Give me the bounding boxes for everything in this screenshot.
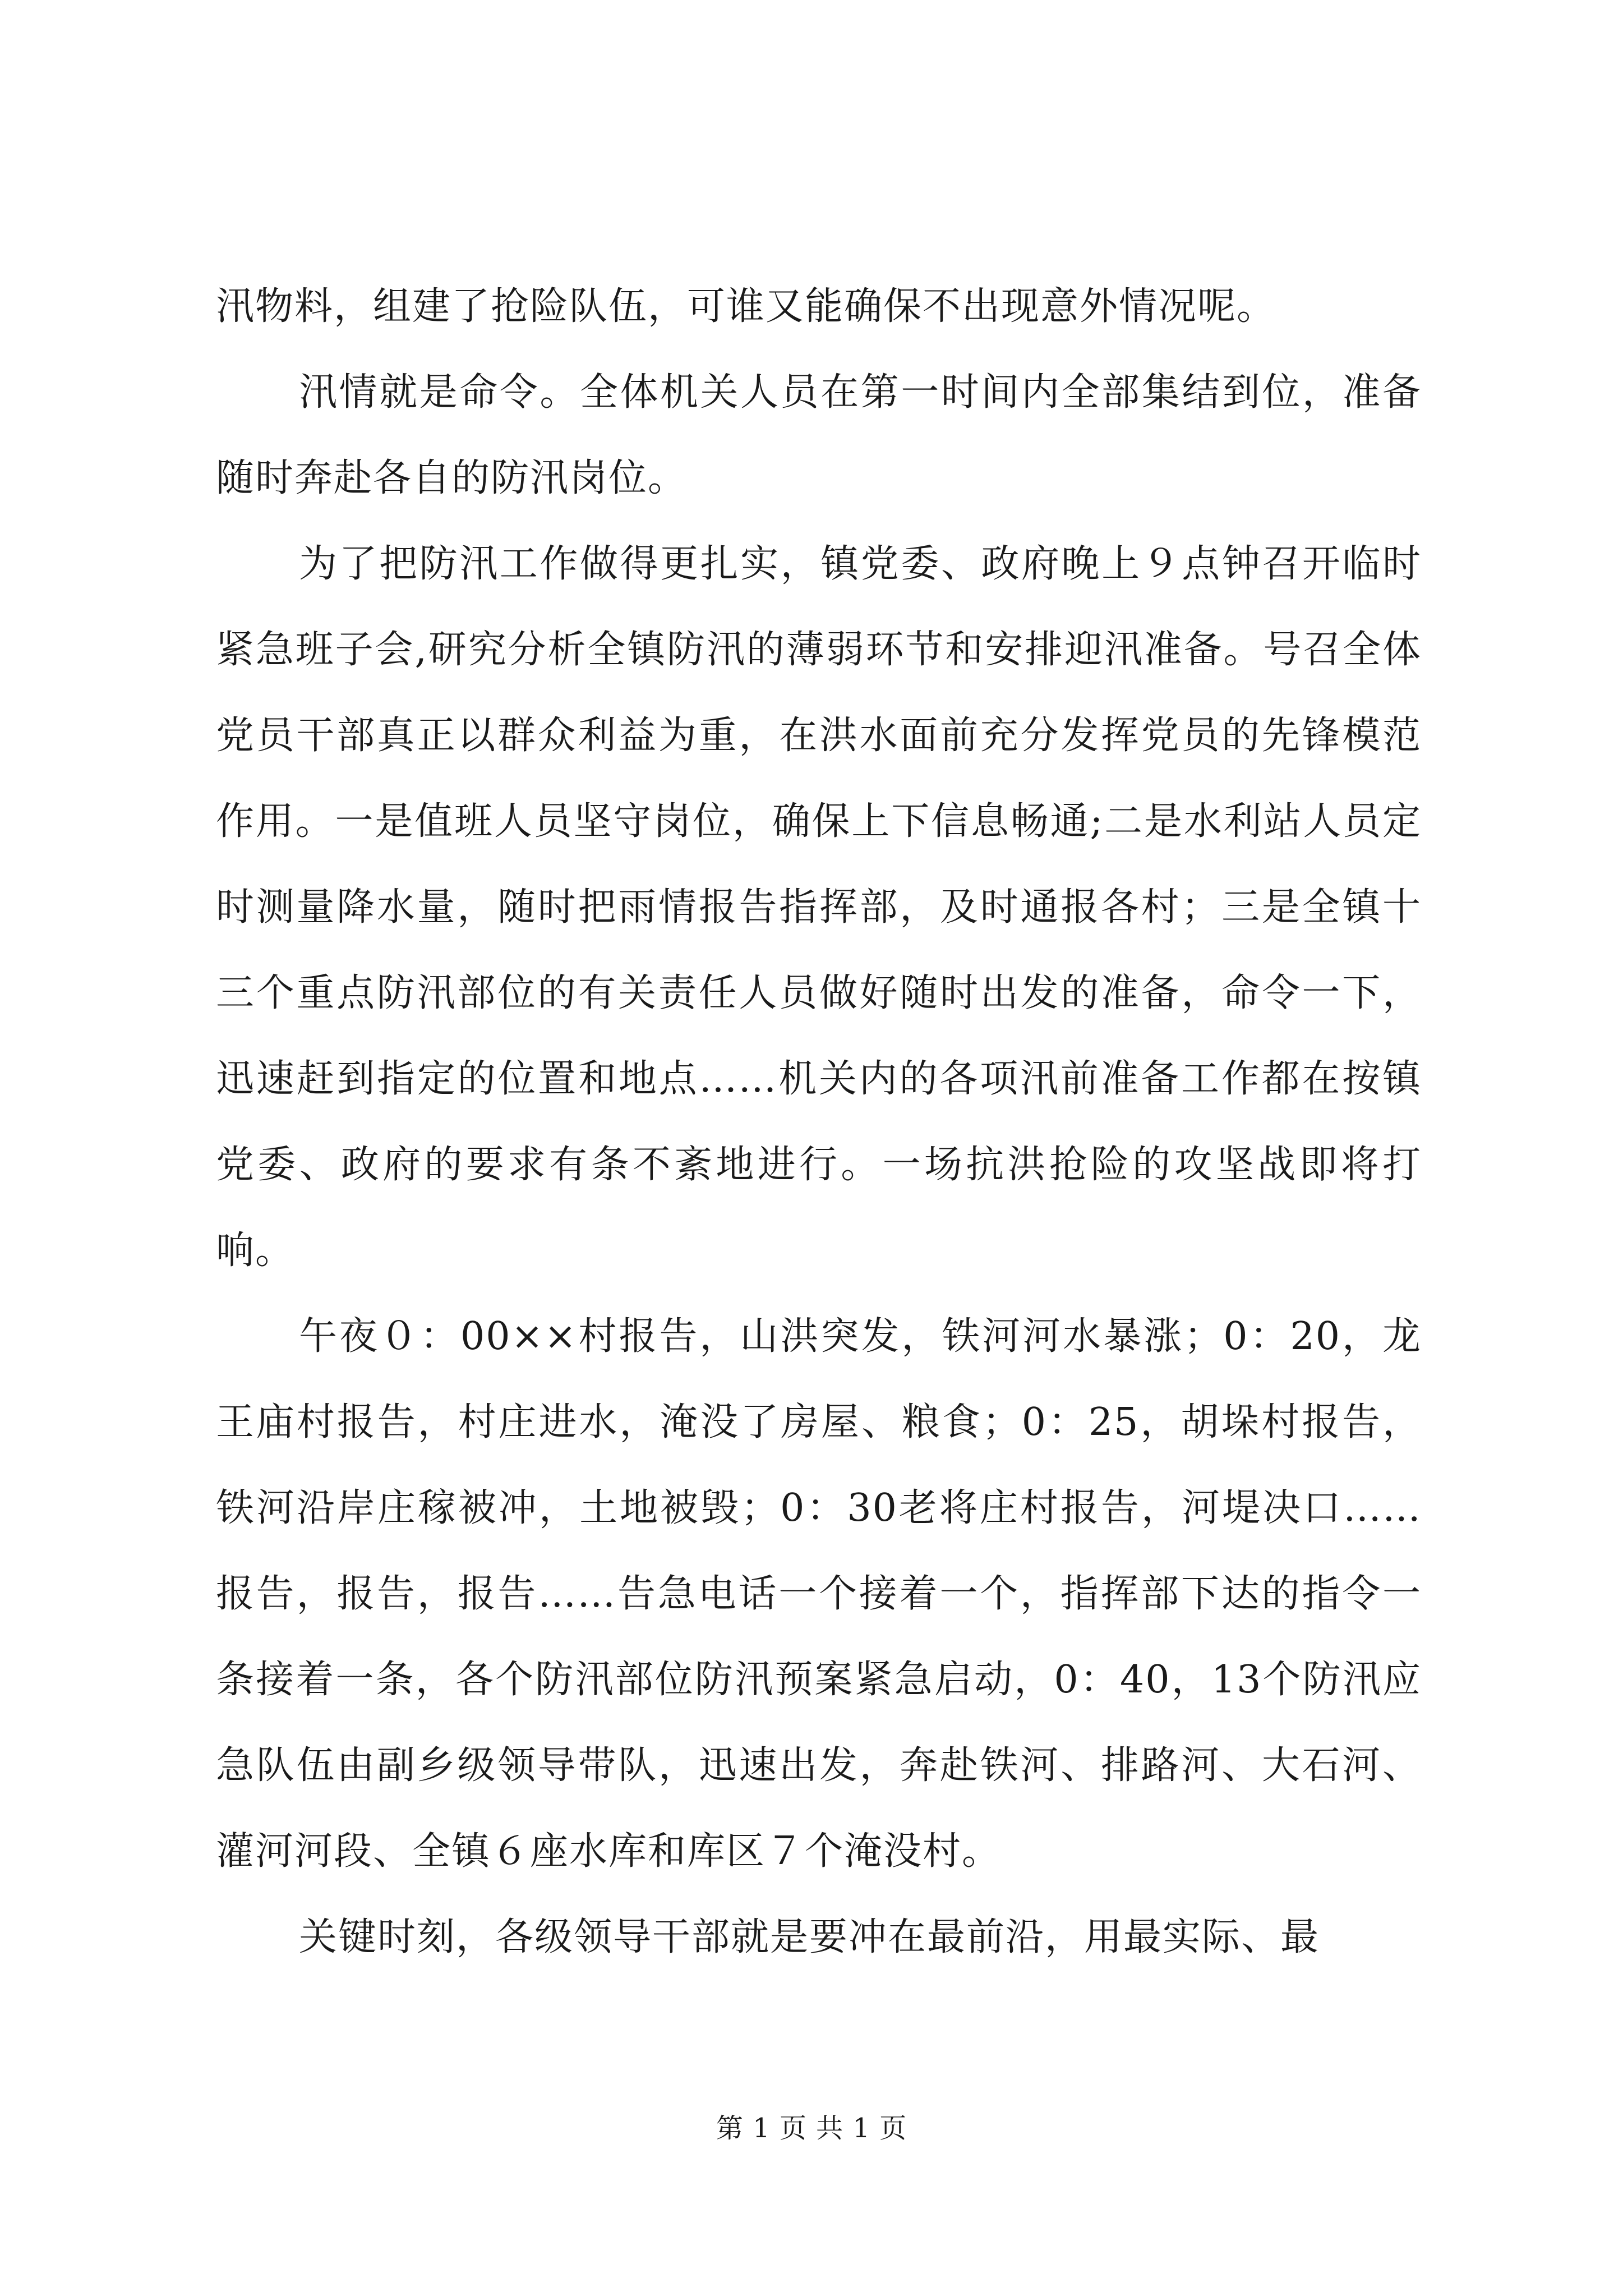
document-body: [216, 264, 1422, 1980]
paragraph-2: 汛情就是命令。全体机关人员在第一时间内全部集结到位，准备随时奔赴各自的防汛岗位。: [216, 370, 1422, 500]
page-number-footer: 第 1 页 共 1 页: [716, 2113, 907, 2144]
paragraph-3: 为了把防汛工作做得更扎实，镇党委、政府晚上９点钟召开临时紧急班子会,研究分析全镇防汛的薄弱环节和安排迎汛准备。号召全体党员干部真正以群众利益为重，在洪水面前充分发挥党员的先锋模范作用。一是值班人员坚守岗位，确保上下信息畅通;二是水利站人员定时测量降水量，随时把雨情报告指挥部，及时通报各村；三是全镇十三个重点防汛部位的有关责任人员做好随时出发的准备，命令一下，迅速赶到指定的位置和地点……机关内的各项汛前准备工作都在按镇党委、政府的要求有条不紊地进行。一场抗洪抢险的攻坚战即将打响。: [216, 542, 1422, 1273]
paragraph-4: 午夜０：00××村报告，山洪突发，铁河河水暴涨；0：20，龙王庙村报告，村庄进水，淹没了房屋、粮食；0：25，胡垛村报告，铁河沿岸庄稼被冲，土地被毁；0：30老将庄村报告，河堤决口……报告，报告，报告……告急电话一个接着一个，指挥部下达的指令一条接着一条，各个防汛部位防汛预案紧急启动，0：40，13个防汛应急队伍由副乡级领导带队，迅速出发，奔赴铁河、排路河、大石河、灌河河段、全镇６座水库和库区７个淹没村。: [216, 1314, 1422, 1874]
paragraph-1: 汛物料，组建了抢险队伍，可谁又能确保不出现意外情况呢。: [216, 284, 1276, 329]
paragraph-5: 关键时刻，各级领导干部就是要冲在最前沿，用最实际、最: [299, 1915, 1320, 1959]
